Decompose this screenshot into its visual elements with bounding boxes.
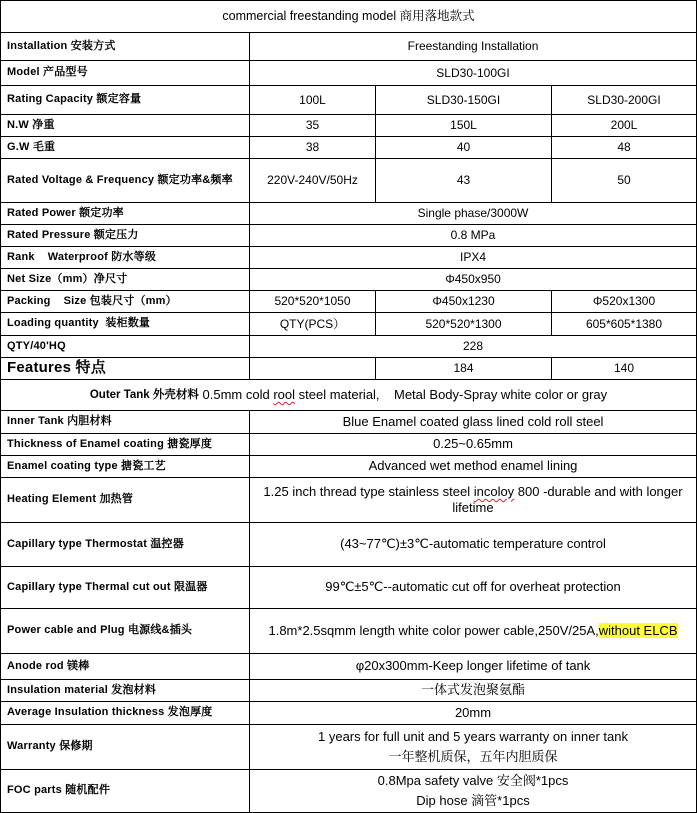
value-outer-tank-wavy: rool bbox=[273, 386, 296, 402]
value-insulation-material: 一体式发泡聚氨酯 bbox=[420, 682, 525, 698]
row-label-loading-quantity: Loading quantity 装柜数量 bbox=[7, 317, 151, 330]
value-features-2: 140 bbox=[613, 361, 635, 375]
row-label-qty-40hq: QTY/40'HQ bbox=[7, 339, 66, 352]
value-outer-tank-post: steel material, Metal Body-Spray white color or gray bbox=[295, 386, 608, 402]
value-features-1: 184 bbox=[453, 361, 474, 375]
value-warranty bbox=[250, 725, 696, 769]
value-heating-element-pre: 1.25 inch thread type stainless steel bbox=[263, 483, 474, 499]
value-net-size: Φ450x950 bbox=[445, 272, 501, 286]
value-enamel-thickness: 0.25~0.65mm bbox=[433, 436, 513, 452]
value-rated-voltage-2: 43 bbox=[456, 173, 471, 187]
value-gw-1: 38 bbox=[305, 140, 320, 154]
row-label-rank: Rank Waterproof 防水等级 bbox=[7, 250, 157, 263]
value-loading-quantity-3: 605*605*1380 bbox=[585, 316, 663, 331]
row-label-warranty: Warranty 保修期 bbox=[7, 740, 93, 753]
value-rating-capacity-3: SLD30-200GI bbox=[587, 92, 661, 107]
row-label-enamel-type: Enamel coating type 搪瓷工艺 bbox=[7, 459, 166, 472]
value-loading-quantity-1: QTY(PCS） bbox=[279, 316, 346, 331]
value-heating-element bbox=[252, 478, 694, 522]
value-gw-3: 48 bbox=[617, 140, 631, 154]
value-anode-rod: φ20x300mm-Keep longer lifetime of tank bbox=[355, 658, 591, 674]
value-heating-element-wavy: incoloy bbox=[473, 483, 515, 499]
row-label-rated-pressure: Rated Pressure 额定压力 bbox=[7, 228, 139, 241]
value-heating-element-post: 800 -durable and with longer lifetime bbox=[452, 483, 683, 515]
value-qty-40hq: 228 bbox=[462, 339, 484, 353]
value-outer-tank-pre: 0.5mm cold bbox=[198, 386, 274, 402]
value-warranty-line2: 一年整机质保，五年内胆质保 bbox=[388, 748, 558, 764]
row-label-thermal-cutout: Capillary type Thermal cut out 限温器 bbox=[7, 580, 208, 593]
row-label-features: Features 特点 bbox=[7, 359, 106, 377]
value-packing-size-3: Φ520x1300 bbox=[592, 294, 656, 308]
row-label-inner-tank: Inner Tank 内胆材料 bbox=[7, 415, 112, 428]
value-rated-pressure: 0.8 MPa bbox=[450, 228, 496, 242]
row-label-outer-tank: Outer Tank 外壳材料 bbox=[89, 388, 199, 401]
value-nw-1: 35 bbox=[305, 118, 320, 132]
value-insulation-thickness: 20mm bbox=[454, 704, 492, 720]
value-rated-power: Single phase/3000W bbox=[417, 206, 529, 220]
value-thermostat: (43~77℃)±3℃-automatic temperature control bbox=[340, 536, 606, 552]
value-nw-3: 200L bbox=[610, 118, 638, 132]
value-packing-size-2: Φ450x1230 bbox=[432, 294, 495, 308]
value-rated-voltage-3: 50 bbox=[617, 173, 631, 187]
value-warranty-line1: 1 years for full unit and 5 years warranty on inner tank bbox=[318, 729, 628, 745]
row-label-rated-voltage: Rated Voltage & Frequency 额定功率&频率 bbox=[7, 173, 233, 186]
value-rated-voltage-1: 220V-240V/50Hz bbox=[267, 173, 358, 187]
value-inner-tank: Blue Enamel coated glass lined cold roll steel bbox=[342, 413, 604, 429]
outer-tank-row bbox=[1, 380, 696, 410]
value-foc-parts-line2: Dip hose 滴管*1pcs bbox=[416, 792, 530, 808]
value-power-cable-highlight: without ELCB bbox=[598, 622, 678, 638]
value-power-cable bbox=[252, 609, 694, 653]
row-label-enamel-thickness: Thickness of Enamel coating 搪瓷厚度 bbox=[7, 437, 213, 450]
value-packing-size-1: 520*520*1050 bbox=[274, 294, 351, 308]
value-gw-2: 40 bbox=[456, 140, 471, 154]
row-label-net-size: Net Size（mm）净尺寸 bbox=[7, 272, 128, 285]
row-label-heating-element: Heating Element 加热管 bbox=[7, 493, 134, 506]
value-foc-parts-line1: 0.8Mpa safety valve 安全阀*1pcs bbox=[377, 773, 569, 789]
row-label-model: Model 产品型号 bbox=[7, 66, 88, 79]
row-label-insulation-material: Insulation material 发泡材料 bbox=[7, 683, 157, 696]
value-rank: IPX4 bbox=[459, 250, 486, 264]
row-label-foc-parts: FOC parts 随机配件 bbox=[7, 784, 111, 797]
value-nw-2: 150L bbox=[450, 118, 477, 132]
row-label-rated-power: Rated Power 额定功率 bbox=[7, 206, 124, 219]
value-thermal-cutout: 99℃±5℃--automatic cut off for overheat protection bbox=[325, 579, 621, 595]
row-label-rating-capacity: Rating Capacity 额定容量 bbox=[7, 93, 142, 106]
value-foc-parts bbox=[250, 770, 696, 812]
row-label-gw: G.W 毛重 bbox=[7, 140, 56, 153]
row-label-thermostat: Capillary type Thermostat 温控器 bbox=[7, 537, 184, 550]
value-installation: Freestanding Installation bbox=[407, 39, 539, 53]
value-enamel-type: Advanced wet method enamel lining bbox=[368, 458, 578, 474]
row-label-anode-rod: Anode rod 镁棒 bbox=[7, 659, 90, 672]
value-rating-capacity-1: 100L bbox=[299, 92, 326, 107]
row-label-nw: N.W 净重 bbox=[7, 118, 55, 131]
value-power-cable-pre: 1.8m*2.5sqmm length white color power cable,250V/25A, bbox=[268, 622, 599, 638]
value-rating-capacity-2: SLD30-150GI bbox=[426, 92, 501, 107]
row-label-insulation-thickness: Average Insulation thickness 发泡厚度 bbox=[7, 706, 213, 719]
value-model: SLD30-100GI bbox=[436, 65, 510, 80]
row-label-power-cable: Power cable and Plug 电源线&插头 bbox=[7, 624, 193, 637]
value-loading-quantity-2: 520*520*1300 bbox=[425, 316, 502, 331]
row-label-packing-size: Packing Size 包装尺寸（mm） bbox=[7, 294, 177, 307]
page-title: commercial freestanding model 商用落地款式 bbox=[222, 8, 475, 23]
row-label-installation: Installation 安装方式 bbox=[7, 39, 116, 52]
